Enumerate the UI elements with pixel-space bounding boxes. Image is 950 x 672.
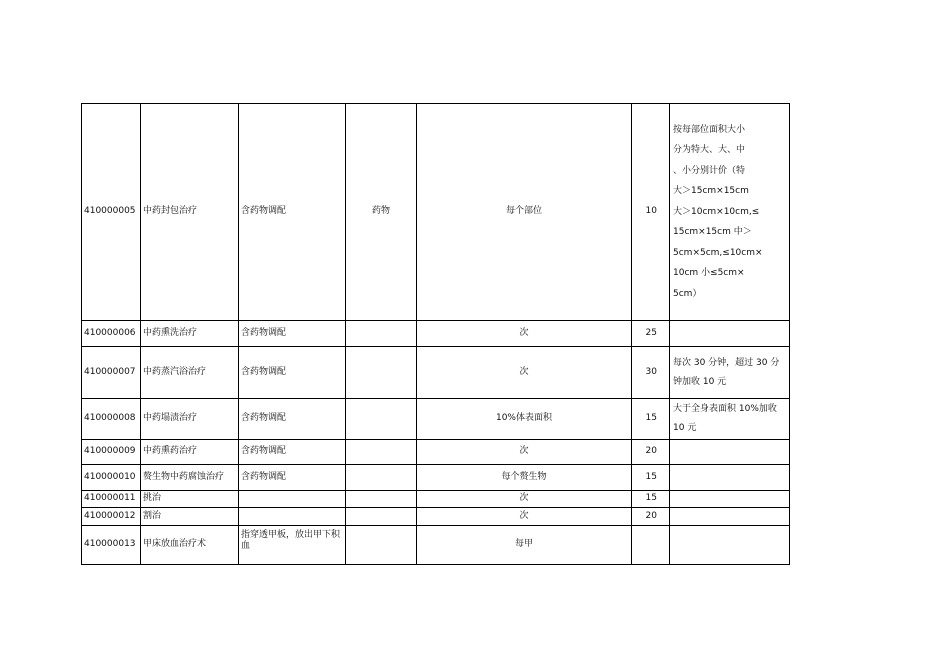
item-name: 割治	[141, 508, 239, 526]
table-row	[82, 321, 790, 347]
item-note	[670, 321, 790, 347]
item-excluded: 药物	[346, 104, 417, 321]
item-code: 410000006	[82, 321, 141, 347]
table-row	[82, 440, 790, 465]
item-excluded	[346, 440, 417, 465]
item-name: 中药熏药治疗	[141, 440, 239, 465]
item-name: 挑治	[141, 491, 239, 508]
note-lines	[673, 120, 787, 305]
item-content	[239, 508, 346, 526]
note-line: 分为特大、大、中	[673, 145, 746, 156]
item-note	[670, 491, 790, 508]
item-content	[239, 491, 346, 508]
item-code: 410000008	[82, 399, 141, 440]
fee-table	[81, 103, 790, 565]
note-line: 5cm×5cm,≤10cm×	[673, 247, 763, 258]
item-unit: 每甲	[417, 526, 632, 565]
item-name: 中药塌渍治疗	[141, 399, 239, 440]
item-content: 含药物调配	[239, 465, 346, 491]
item-unit: 次	[417, 347, 632, 399]
note-line: 10cm 小≤5cm×	[673, 268, 745, 279]
item-excluded	[346, 399, 417, 440]
item-content: 含药物调配	[239, 399, 346, 440]
item-note	[670, 440, 790, 465]
item-name: 赘生物中药腐蚀治疗	[141, 465, 239, 491]
item-unit: 每个赘生物	[417, 465, 632, 491]
item-excluded	[346, 465, 417, 491]
item-excluded	[346, 491, 417, 508]
item-code: 410000010	[82, 465, 141, 491]
item-excluded	[346, 321, 417, 347]
item-unit: 次	[417, 508, 632, 526]
item-unit: 次	[417, 491, 632, 508]
item-note	[670, 508, 790, 526]
item-code: 410000007	[82, 347, 141, 399]
item-name: 中药熏洗治疗	[141, 321, 239, 347]
note-line: 、小分别计价（特	[673, 165, 746, 176]
item-code: 410000012	[82, 508, 141, 526]
item-price: 25	[632, 321, 670, 347]
item-name: 中药蒸汽浴治疗	[141, 347, 239, 399]
item-content: 指穿透甲板，放出甲下积血	[239, 526, 346, 565]
item-content: 含药物调配	[239, 440, 346, 465]
table-row	[82, 399, 790, 440]
item-name: 中药封包治疗	[141, 104, 239, 321]
item-unit: 次	[417, 440, 632, 465]
table-row	[82, 508, 790, 526]
item-price: 10	[632, 104, 670, 321]
item-unit: 10%体表面积	[417, 399, 632, 440]
item-excluded	[346, 526, 417, 565]
item-code: 410000013	[82, 526, 141, 565]
item-price: 15	[632, 399, 670, 440]
note-line: 大＞15cm×15cm	[673, 186, 749, 197]
item-note	[670, 465, 790, 491]
item-code: 410000011	[82, 491, 141, 508]
item-price: 20	[632, 440, 670, 465]
item-note	[670, 526, 790, 565]
item-code: 410000005	[82, 104, 141, 321]
note-line: 15cm×15cm 中＞	[673, 227, 752, 238]
table-row	[82, 526, 790, 565]
item-code: 410000009	[82, 440, 141, 465]
item-excluded	[346, 347, 417, 399]
note-line: 5cm）	[673, 288, 702, 299]
item-content: 含药物调配	[239, 347, 346, 399]
item-price: 15	[632, 491, 670, 508]
item-price: 30	[632, 347, 670, 399]
table-row	[82, 465, 790, 491]
item-note: 大于全身表面积 10%加收 10 元	[670, 399, 790, 440]
item-unit: 次	[417, 321, 632, 347]
item-price: 15	[632, 465, 670, 491]
item-content: 含药物调配	[239, 104, 346, 321]
item-unit: 每个部位	[417, 104, 632, 321]
item-content: 含药物调配	[239, 321, 346, 347]
table-row	[82, 347, 790, 399]
item-note: 每次 30 分钟，超过 30 分钟加收 10 元	[670, 347, 790, 399]
table-row	[82, 104, 790, 321]
note-line: 大＞10cm×10cm,≤	[673, 206, 760, 217]
item-price	[632, 526, 670, 565]
note-line: 按每部位面积大小	[673, 124, 746, 135]
item-note	[670, 104, 790, 321]
item-name: 甲床放血治疗术	[141, 526, 239, 565]
item-excluded	[346, 508, 417, 526]
table-row	[82, 491, 790, 508]
item-price: 20	[632, 508, 670, 526]
